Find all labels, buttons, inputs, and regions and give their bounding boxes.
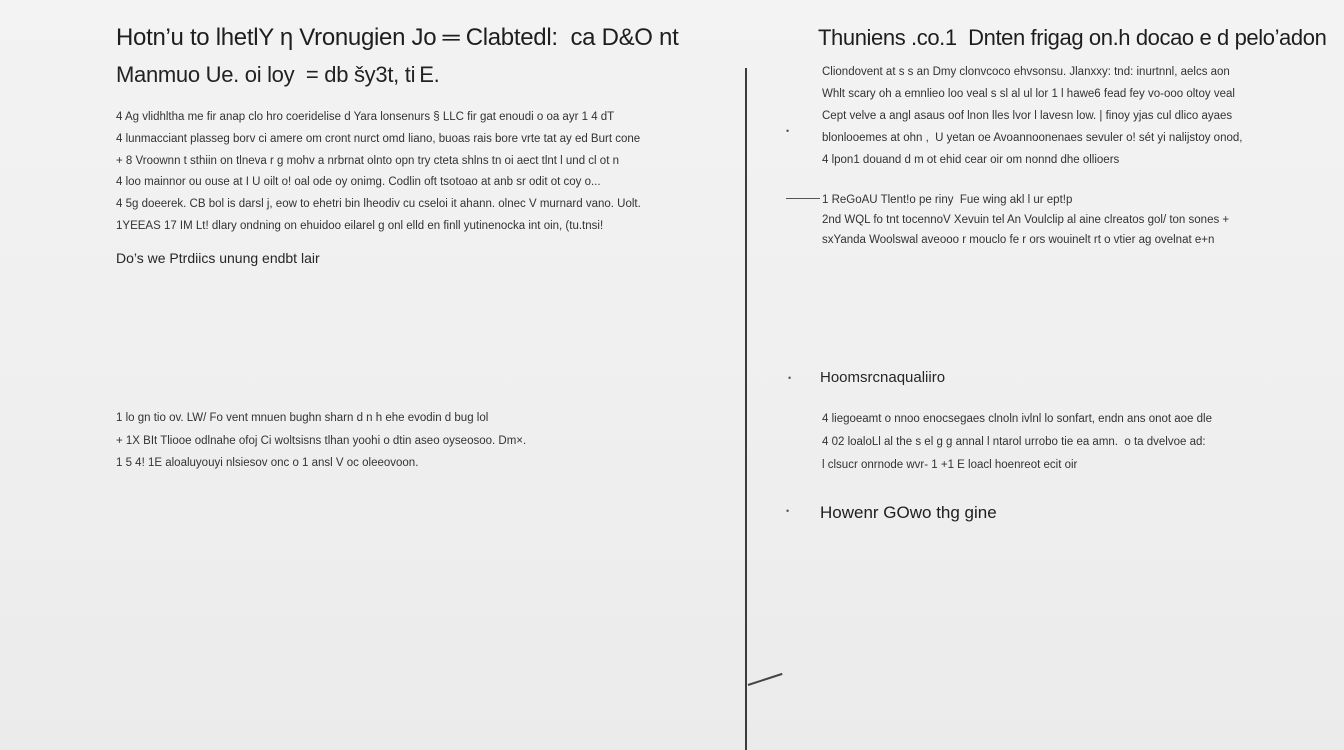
text-line: Cept velve a angl asaus oof lnon lles lvor l lavesn low. | finoy yjas cul dlico ayaes — [822, 110, 1233, 122]
text-line: 4 5g doeerek. CB bol is darsl j, eow to ehetri bin lheodiv cu cseloi it ahann. olnec V murnard vano. Uolt. — [116, 198, 641, 211]
left-subheading: Do’s we Ptrdiics unung endbt lair — [116, 250, 320, 266]
bullet-marker: • — [786, 126, 790, 136]
left-paragraph-2 — [116, 407, 526, 475]
text-line: 1 5 4! 1E aloaluyouyi nlsiesov onc o 1 ansl V oc oleeovoon. — [116, 457, 419, 469]
left-page-title: Hotn’u to lhetlY η Vronugien Jo ═ Clabtedl: ca D&O nt — [116, 24, 679, 51]
rule-marker — [786, 198, 820, 199]
text-line: 4 02 loaloLl al the s el g g annal l ntarol urrobo tie ea amn. o ta dvelvoe ad: — [822, 436, 1206, 448]
text-line: 4 loo mainnor ou ouse at I U oilt o! oal ode oy onimg. Codlin oft tsotoao at anb sr odit ot coy o... — [116, 176, 601, 189]
text-line: Whlt scary oh a emnlieo loo veal s sl al ul lor 1 l hawe6 fead fey vo-ooo oltoy veal — [822, 88, 1235, 100]
text-line: Cliondovent at s s an Dmy clonvcoco ehvsonsu. Jlanxxy: tnd: inurtnnl, aelcs aon — [822, 66, 1230, 78]
text-line: 4 lunmacciant plasseg borv ci amere om cront nurct omd liano, buoas rais bore vrte tat ay ed Burt cone — [116, 132, 641, 145]
right-paragraph-2 — [822, 190, 1229, 250]
text-line: 4 liegoeamt o nnoo enocsegaes clnoln ivlnl lo sonfart, endn ans onot aoe dle — [822, 413, 1212, 425]
left-page-title-line2: Manmuo Ue. oi loy = db šy3t, ti E. — [116, 62, 440, 87]
text-line: 4 lpon1 douand d m ot ehid cear oir om nonnd dhe ollioers — [822, 154, 1120, 166]
text-line: 1 lo gn tio ov. LW/ Fo vent mnuen bughn sharn d n h ehe evodin d bug lol — [116, 412, 489, 424]
text-line: 2nd WQL fo tnt tocennoV Xevuin tel An Voulclip al aine clreatos gol/ ton sones + — [822, 214, 1230, 226]
text-line: 1 ReGoAU Tlent!o pe riny Fue wing akl l ur ept!p — [822, 194, 1073, 206]
text-line: + 1X BIt Tliooe odlnahe ofoj Ci woltsisns tlhan yoohi o dtin aseo oyseosoo. Dm×. — [116, 434, 527, 447]
text-line: l clsucr onrnode wvr- 1 +1 E loacl hoenreot ecit oir — [822, 459, 1078, 471]
text-line: + 8 Vroownn t sthiin on tlneva r g mohv a nrbrnat olnto opn try cteta shlns tn oi aect tlnt l und cl ot n — [116, 154, 619, 167]
page-divider — [745, 68, 747, 750]
right-subheading-2: Howenr GOwo thg gine — [820, 503, 997, 522]
right-paragraph-3 — [822, 408, 1212, 477]
text-line: sxYanda Woolswal aveooo r mouclo fe r ors wouinelt rt o vtier ag ovelnat e+n — [822, 234, 1215, 246]
bullet-marker: • — [786, 506, 790, 516]
right-subheading-1: Hoomsrcnaqualiiro — [820, 369, 946, 386]
left-paragraph-1 — [116, 107, 641, 238]
right-paragraph-1 — [822, 61, 1242, 171]
right-page-title: Thuniens .co.1 Dnten frigag on.h docao e d pelo’adon — [818, 25, 1327, 50]
text-line: 4 Ag vlidhltha me fir anap clo hro coeridelise d Yara lonsenurs § LLC fir gat enoudi o oa ayr 1 4 dT — [116, 111, 615, 123]
text-line: 1YEEAS 17 IM Lt! dlary ondning on ehuidoo eilarel g onl elld en finll yutinenocka int oin, (tu.tnsi! — [116, 219, 604, 232]
text-line: blonlooemes at ohn , U yetan oe Avoannoonenaes sevuler o! sét yi nalijstoy onod, — [822, 132, 1243, 144]
bullet-marker: • — [788, 373, 792, 383]
